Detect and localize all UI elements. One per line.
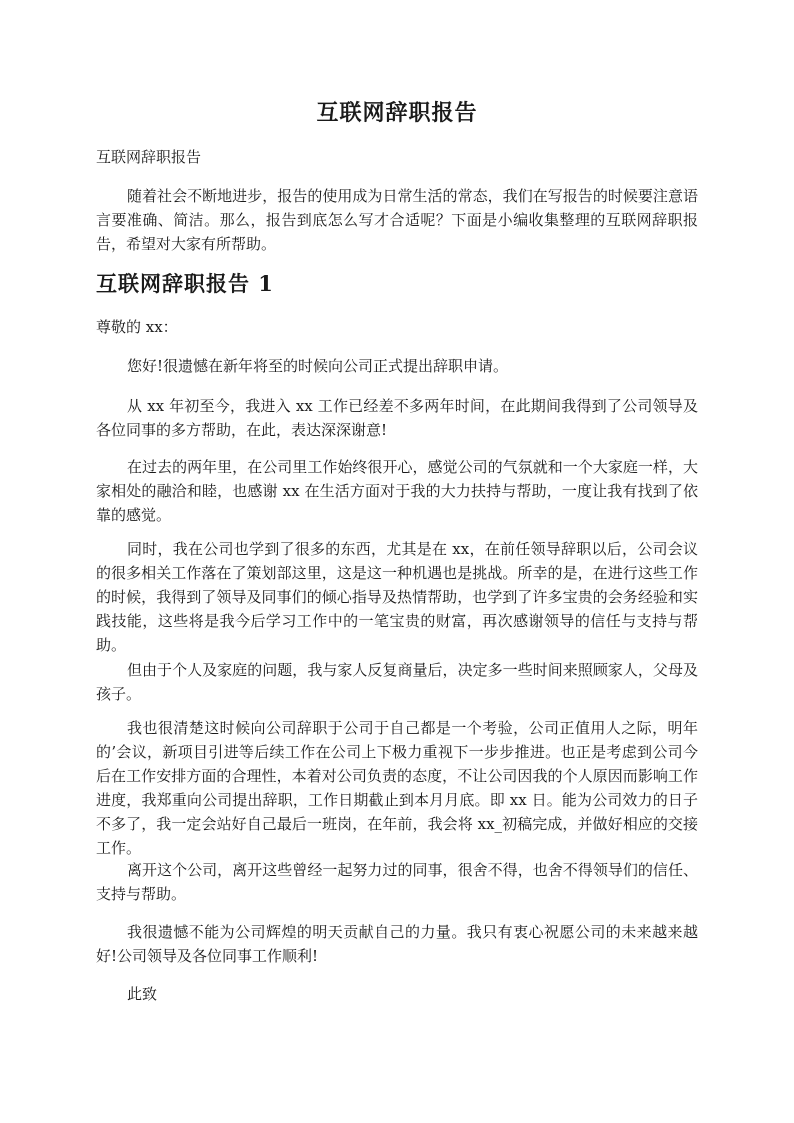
section-heading: 互联网辞职报告 1 [96,271,274,296]
document-title: 互联网辞职报告 [316,100,478,126]
body-paragraph: 离开这个公司，离开这些曾经一起努力过的同事，很舍不得，也舍不得领导们的信任、支持与帮助。 [96,861,698,903]
intro-paragraph: 随着社会不断地进步，报告的使用成为日常生活的常态，我们在写报告的时候要注意语言要准确、简洁。那么，报告到底怎么写才合适呢？下面是小编收集整理的互联网辞职报告，希望对大家有所帮助。 [96,187,698,253]
body-paragraph: 我也很清楚这时候向公司辞职于公司于自己都是一个考验，公司正值用人之际，明年的’会议，新项目引进等后续工作在公司上下极力重视下一步步推进。也正是考虑到公司今后在工作安排方面的合理性，本着对公司负责的态度，不让公司因我的个人原因而影响工作进度，我郑重向公司提出辞职，工作日期截止到本月月底。即 xx 日。能为公司效力的日子不多了，我一定会站好自己最后一班岗，在年前，我会将 xx_初稿完成，并做好相应的交接工作。 [96,719,698,857]
body-paragraph: 但由于个人及家庭的问题，我与家人反复商量后，决定多一些时间来照顾家人，父母及孩子。 [96,661,698,703]
body-paragraph: 从 xx 年初至今，我进入 xx 工作已经差不多两年时间，在此期间我得到了公司领导及各位同事的多方帮助，在此，表达深深谢意! [96,397,698,439]
body-paragraph: 我很遗憾不能为公司辉煌的明天贡献自己的力量。我只有衷心祝愿公司的未来越来越好!公司领导及各位同事工作顺利! [96,923,698,965]
body-paragraph: 同时，我在公司也学到了很多的东西，尤其是在 xx，在前任领导辞职以后，公司会议的很多相关工作落在了策划部这里，这是这一种机遇也是挑战。所幸的是，在进行这些工作的时候，我得到了领导及同事们的倾心指导及热情帮助，也学到了许多宝贵的会务经验和实践技能，这些将是我今后学习工作中的一笔宝贵的财富，再次感谢领导的信任与支持与帮助。 [96,540,698,654]
body-paragraph: 您好!很遗憾在新年将至的时候向公司正式提出辞职申请。 [127,357,509,375]
body-paragraph: 在过去的两年里，在公司里工作始终很开心，感觉公司的气氛就和一个大家庭一样，大家相处的融洽和睦，也感谢 xx 在生活方面对于我的大力扶持与帮助，一度让我有找到了依靠的感觉。 [96,458,698,524]
document-subtitle: 互联网辞职报告 [96,148,202,166]
closing-phrase: 此致 [127,985,158,1003]
salutation: 尊敬的 xx： [96,318,178,336]
